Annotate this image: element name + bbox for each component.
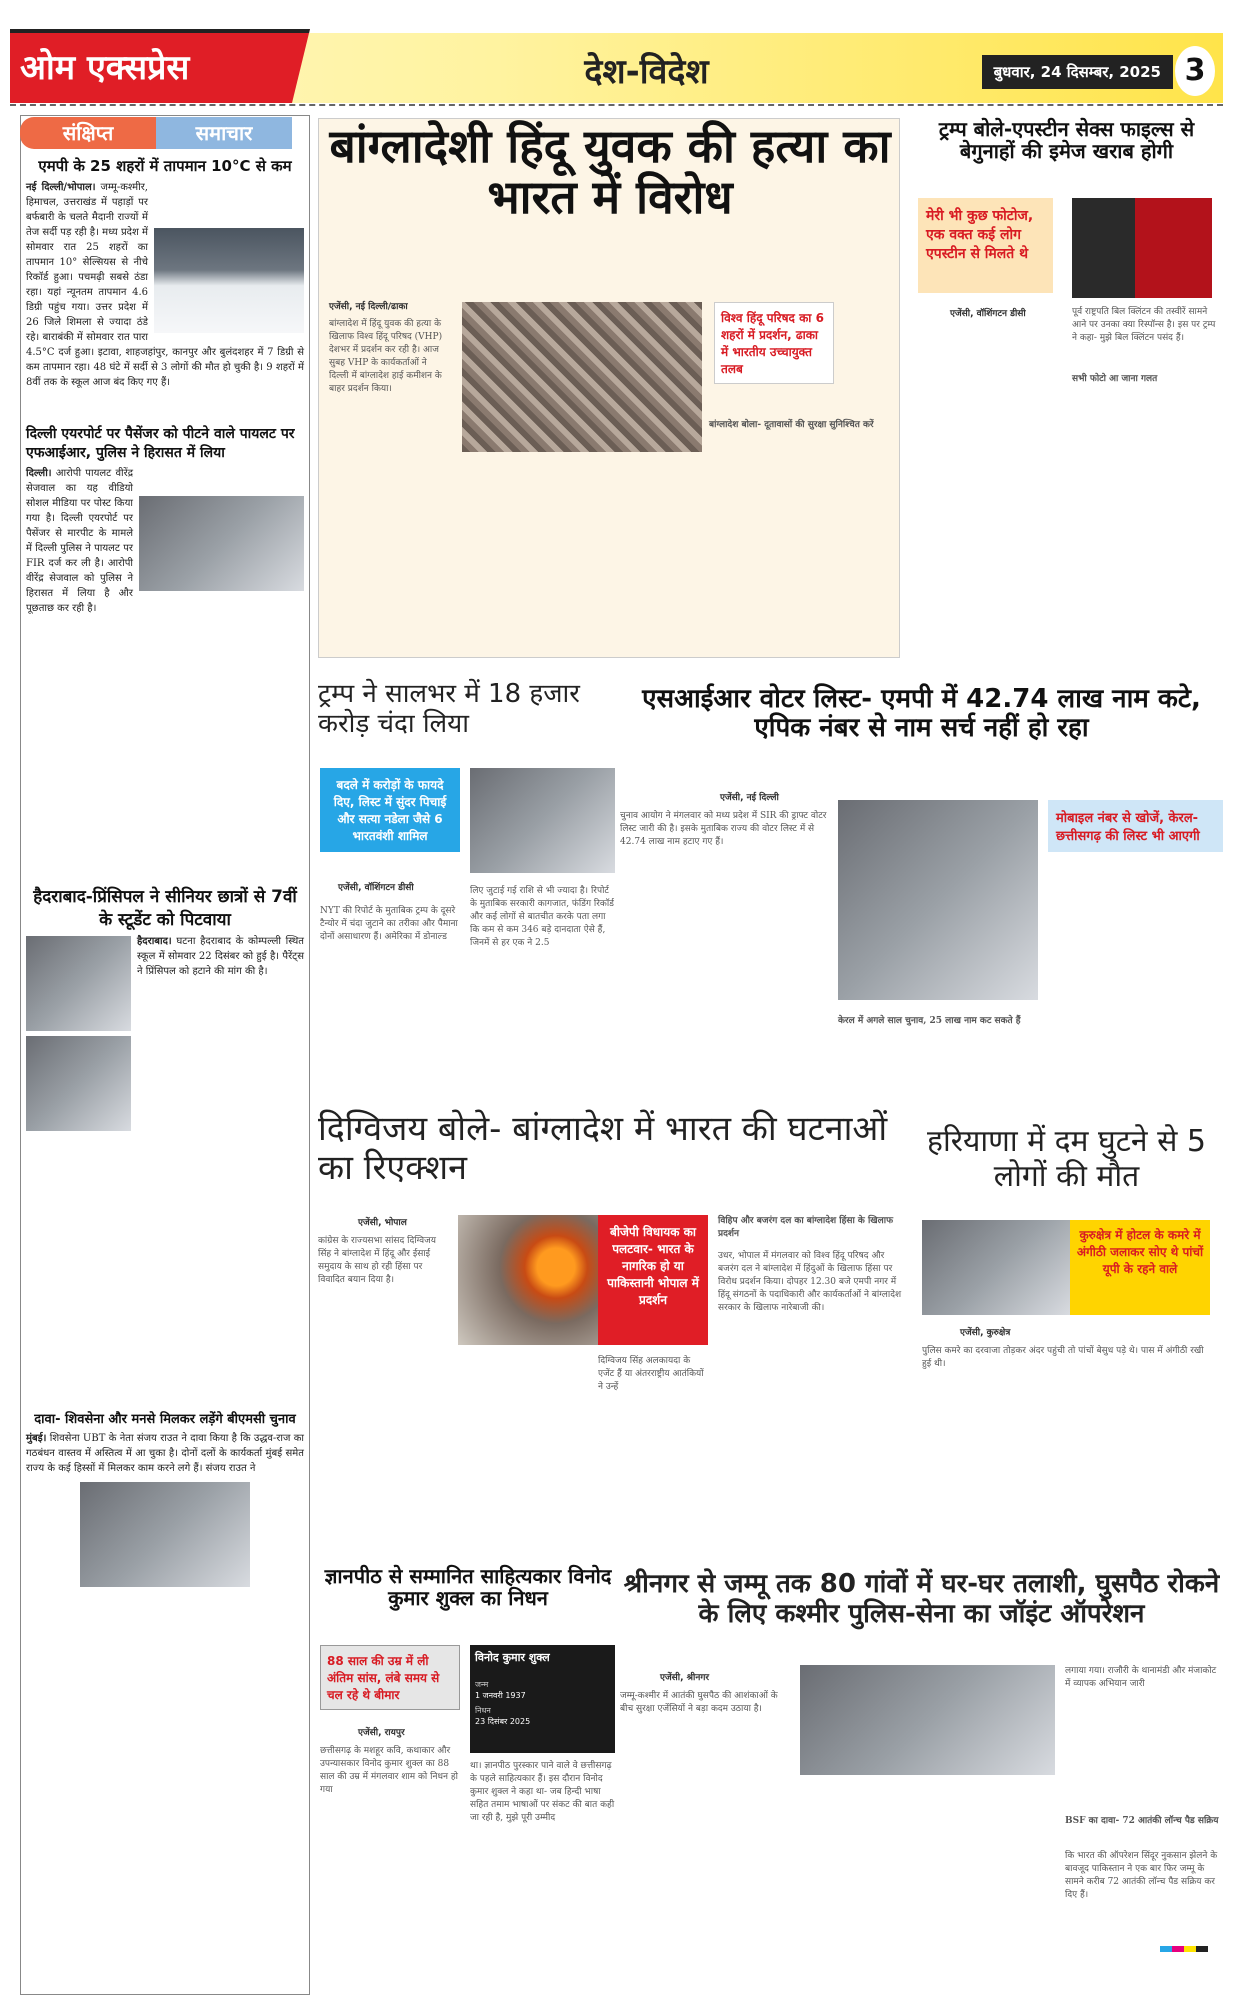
protest-photo <box>462 302 702 452</box>
lead-byline: एजेंसी, नई दिल्ली/ढाका <box>329 302 408 312</box>
born-label: जन्म <box>475 1680 489 1689</box>
kashmir-photo <box>800 1665 1055 1775</box>
snow-photo <box>154 228 304 333</box>
donation-text: NYT की रिपोर्ट के मुताबिक ट्रम्प के दूसरे टैन्योर में चंदा जुटाने का तरीका और पैमाना दोनों असाधारण हैं। अमेरिका में डोनाल्ड <box>320 906 458 942</box>
masthead <box>10 33 1223 103</box>
brief-headline: हैदराबाद-प्रिंसिपल ने सीनियर छात्रों से 7वीं के स्टूडेंट को पिटवाया <box>33 887 297 930</box>
protest-fire-photo <box>458 1215 598 1345</box>
epstein-text: पूर्व राष्ट्रपति बिल क्लिंटन की तस्वीरें सामने आने पर उनका क्या रिस्पॉन्स है। इस पर ट्रम्प ने कहा- मुझे बिल क्लिंटन पसंद हैं। <box>1072 307 1216 343</box>
brief-text: घटना हैदराबाद के कोम्पल्ली स्थित स्कूल में सोमवार 22 दिसंबर को हुई है। पैरेंट्स ने प्रिंसिपल को हटाने की मांग की है। <box>137 936 304 977</box>
digvijay-headline: दिग्विजय बोले- बांग्लादेश में भारत की घटनाओं का रिएक्शन <box>318 1109 888 1189</box>
lead-callout: विश्व हिंदू परिषद का 6 शहरों में प्रदर्शन, ढाका में भारतीय उच्चायुक्त तलब <box>714 302 834 384</box>
shukla-headline: ज्ञानपीठ से सम्मानित साहित्यकार विनोद कुमार शुक्ल का निधन <box>324 1564 612 1610</box>
kashmir-text: जम्मू-कश्मीर में आतंकी घुसपैठ की आशंकाओं के बीच सुरक्षा एजेंसियों ने बड़ा कदम उठाया है। <box>620 1691 778 1714</box>
epstein-headline: ट्रम्प बोले-एपस्टीन सेक्स फाइल्स से बेगुनाहों की इमेज खराब होगी <box>938 117 1195 163</box>
shukla-text: छत्तीसगढ़ के मशहूर कवि, कथाकार और उपन्यासकार विनोद कुमार शुक्ल का 88 साल की उम्र में मंगलवार शाम को निधन हो गया <box>320 1746 458 1795</box>
trump-photo <box>470 768 615 873</box>
kashmir-headline: श्रीनगर से जम्मू तक 80 गांवों में घर-घर तलाशी, घुसपैठ रोकने के लिए कश्मीर पुलिस-सेना का जॉइंट ऑपरेशन <box>623 1569 1220 1629</box>
student-photo-1 <box>26 936 131 1031</box>
voter-photo <box>838 800 1038 1000</box>
kashmir-byline: एजेंसी, श्रीनगर <box>660 1673 710 1683</box>
haryana-headline: हरियाणा में दम घुटने से 5 लोगों की मौत <box>927 1124 1206 1194</box>
brief-text: आरोपी पायलट वीरेंद्र सेजवाल का यह वीडियो सोशल मीडिया पर पोस्ट किया गया है। दिल्ली एयरपोर्ट पर पैसेंजर से मारपीट के मामले में दिल्ली पुलिस ने पायलट पर FIR दर्ज कर ली है। आरोपी वीरेंद्र सेजवाल को पुलिस ने हिरासत में लिया है और पूछताछ कर रही है। <box>26 468 134 614</box>
voter-subhead: केरल में अगले साल चुनाव, 25 लाख नाम कट सकते हैं <box>838 1016 1021 1026</box>
brief-story-2 <box>26 420 304 616</box>
brief-story-1 <box>26 152 304 390</box>
lead-text: बांग्लादेश में हिंदू युवक की हत्या के खिलाफ विश्व हिंदू परिषद (VHP) देशभर में प्रदर्शन कर रही है। आज सुबह VHP के कार्यकर्ताओं ने दिल्ली में बांग्लादेश हाई कमीशन के बाहर प्रदर्शन किया। <box>329 319 443 394</box>
brief-dateline: हैदराबाद। <box>137 936 172 947</box>
kashmir-story <box>620 1569 1223 1900</box>
epstein-subhead: सभी फोटो आ जाना गलत <box>1072 374 1158 384</box>
epstein-byline: एजेंसी, वॉशिंगटन डीसी <box>950 309 1026 319</box>
brief-body <box>26 1431 304 1476</box>
shukla-photo <box>470 1645 615 1753</box>
haryana-photo <box>922 1220 1070 1315</box>
donation-text-2: लिए जुटाई गई राशि से भी ज्यादा है। रिपोर्ट के मुताबिक सरकारी कागजात, फंडिंग रिकॉर्ड और कई लोगों से बातचीत करके पता लगा कि कम से कम 346 बड़े दानदाता ऐसे हैं, जिनमें से हर एक ने 2.5 <box>470 886 614 948</box>
brief-text: शिवसेना UBT के नेता संजय राउत ने दावा किया है कि उद्धव-राज का गठबंधन वास्तव में अस्तित्व में आ चुका है। दोनों दलों के कार्यकर्ता मुंबई समेत राज्य के कई हिस्सों में मिलकर काम करने लगे हैं। संजय राउत ने <box>26 1433 305 1474</box>
magenta-mark <box>1172 1946 1184 1952</box>
donation-byline: एजेंसी, वॉशिंगटन डीसी <box>338 883 414 893</box>
haryana-story <box>910 1124 1223 1369</box>
brief-news-tabs <box>20 117 292 149</box>
brief-dateline: मुंबई। <box>26 1433 47 1444</box>
epstein-story <box>910 117 1223 384</box>
digvijay-text-2: दिग्विजय सिंह अलकायदा के एजेंट हैं या अंतरराष्ट्रीय आतंकियों ने उन्हें <box>598 1356 704 1392</box>
shukla-callout: 88 साल की उम्र में ली अंतिम सांस, लंबे समय से चल रहे थे बीमार <box>320 1645 460 1710</box>
died-date: 23 दिसंबर 2025 <box>475 1717 531 1726</box>
tab-brief[interactable]: संक्षिप्त <box>20 117 156 149</box>
yellow-mark <box>1184 1946 1196 1952</box>
born-date: 1 जनवरी 1937 <box>475 1691 526 1700</box>
politicians-photo <box>80 1482 250 1587</box>
tab-news[interactable]: समाचार <box>156 117 292 149</box>
shukla-text-2: था। ज्ञानपीठ पुरस्कार पाने वाले वे छत्तीसगढ़ के पहले साहित्यकार हैं। इस दौरान विनोद कुमार शुक्ल ने कहा था- जब हिन्दी भाषा सहित तमाम भाषाओं पर संकट की बात कही जा रही है, मुझे पूरी उम्मीद <box>470 1761 615 1823</box>
kashmir-text-2: लगाया गया। राजौरी के थानामंडी और मंजाकोट में व्यापक अभियान जारी <box>1065 1666 1217 1689</box>
digvijay-text: कांग्रेस के राज्यसभा सांसद दिग्विजय सिंह ने बांग्लादेश में हिंदू और ईसाई समुदाय के साथ हो रही हिंसा पर विवादित बयान दिया है। <box>318 1236 437 1285</box>
brief-dateline: दिल्ली। <box>26 468 52 479</box>
issue-date: बुधवार, 24 दिसम्बर, 2025 <box>982 55 1173 89</box>
student-photos <box>26 936 131 1131</box>
died-label: निधन <box>475 1706 491 1715</box>
haryana-text: पुलिस कमरे का दरवाजा तोड़कर अंदर पहुंची तो पांचों बेसुध पड़े थे। पास में अंगीठी रखी हुई थी। <box>922 1346 1204 1369</box>
brief-headline: दावा- शिवसेना और मनसे मिलकर लड़ेंगे बीएमसी चुनाव <box>34 1412 296 1427</box>
donation-callout: बदले में करोड़ों के फायदे दिए, लिस्ट में सुंदर पिचाई और सत्या नडेला जैसे 6 भारतवंशी शामिल <box>320 768 460 852</box>
registration-marks <box>1160 1946 1208 1952</box>
student-photo-2 <box>26 1036 131 1131</box>
voter-headline: एसआईआर वोटर लिस्ट- एमपी में 42.74 लाख नाम कटे, एपिक नंबर से नाम सर्च नहीं हो रहा <box>642 684 1201 743</box>
cyan-mark <box>1160 1946 1172 1952</box>
brief-story-4 <box>26 1405 304 1587</box>
brief-headline: दिल्ली एयरपोर्ट पर पैसेंजर को पीटने वाले पायलट पर एफआईआर, पुलिस ने हिरासत में लिया <box>26 426 295 461</box>
shukla-byline: एजेंसी, रायपुर <box>358 1728 405 1738</box>
page-number: 3 <box>1175 46 1215 96</box>
haryana-callout: कुरुक्षेत्र में होटल के कमरे में अंगीठी जलाकर सोए थे पांचों यूपी के रहने वाले <box>1070 1220 1210 1315</box>
section-title: देश-विदेश <box>584 52 709 92</box>
lead-headline: बांग्लादेशी हिंदू युवक की हत्या का भारत में विरोध <box>329 119 891 224</box>
haryana-byline: एजेंसी, कुरुक्षेत्र <box>960 1328 1011 1338</box>
brief-headline: एमपी के 25 शहरों में तापमान 10°C से कम <box>38 157 292 175</box>
epstein-callout: मेरी भी कुछ फोटोज, एक वक्त कई लोग एपस्टीन से मिलते थे <box>918 198 1053 293</box>
pilot-photo <box>139 496 304 591</box>
kashmir-text-3: कि भारत की ऑपरेशन सिंदूर नुकसान झेलने के बावजूद पाकिस्तान ने एक बार फिर जम्मू के सामने करीब 72 आतंकी लॉन्च पैड सक्रिय कर दिए हैं। <box>1065 1851 1218 1900</box>
digvijay-callout: बीजेपी विधायक का पलटवार- भारत के नागरिक हो या पाकिस्तानी भोपाल में प्रदर्शन <box>598 1215 708 1345</box>
lead-story <box>318 118 900 658</box>
voter-callout: मोबाइल नंबर से खोजें, केरल-छत्तीसगढ़ की लिस्ट भी आएगी <box>1048 800 1223 852</box>
black-mark <box>1196 1946 1208 1952</box>
brief-dateline: नई दिल्ली/भोपाल। <box>26 182 96 193</box>
lead-subhead: बांग्लादेश बोला- दूतावासों की सुरक्षा सुनिश्चित करें <box>709 420 874 430</box>
donation-headline: ट्रम्प ने सालभर में 18 हजार करोड़ चंदा लिया <box>318 679 580 739</box>
shukla-photo-name: विनोद कुमार शुक्ल <box>475 1651 550 1664</box>
brand-name: ओम एक्सप्रेस <box>20 48 190 88</box>
voter-text: चुनाव आयोग ने मंगलवार को मध्य प्रदेश में SIR की ड्राफ्ट वोटर लिस्ट जारी की है। इसके मुताबिक राज्य की वोटर लिस्ट में से 42.74 लाख नाम हटाए गए हैं। <box>620 811 827 847</box>
voter-list-story <box>620 684 1223 1026</box>
voter-byline: एजेंसी, नई दिल्ली <box>720 793 779 803</box>
digvijay-byline: एजेंसी, भोपाल <box>358 1218 407 1228</box>
digvijay-subhead: विहिप और बजरंग दल का बांग्लादेश हिंसा के खिलाफ प्रदर्शन <box>718 1216 894 1239</box>
masthead-divider <box>10 104 1223 106</box>
brief-text: जम्मू-कश्मीर, हिमाचल, उत्तराखंड में पहाड़ों पर बर्फबारी के चलते मैदानी राज्यों में तेज सर्दी पड़ रही है। मध्य प्रदेश में सोमवार रात 25 शहरों का तापमान 10° सेल्सियस से नीचे रिकॉर्ड हुआ। पचमढ़ी सबसे ठंडा रहा। यहां न्यूनतम तापमान 4.6 डिग्री पहुंच गया। उत्तर प्रदेश में 26 जिले शिमला से ज्यादा ठंडे रहे। बाराबंकी में सोमवार रात पारा 4.5°C दर्ज हुआ। इटावा, शाहजहांपुर, कानपुर और बुलंदशहर में 7 डिग्री से कम तापमान रहा। 48 घंटे में सर्दी से 3 लोगों की मौत हो चुकी है। 9 शहरों में 8वीं तक के स्कूल आज बंद किए गए हैं। <box>26 182 304 388</box>
lead-byline-block <box>329 299 449 396</box>
digvijay-text-3: उधर, भोपाल में मंगलवार को विश्व हिंदू परिषद और बजरंग दल ने बांग्लादेश में हिंदुओं के खिलाफ हिंसा पर विरोध प्रदर्शन किया। दोपहर 12.30 बजे एमपी नगर में हिंदू संगठनों के पदाधिकारी और कार्यकर्ताओं ने बांग्लादेश सरकार के खिलाफ नारेबाजी की। <box>718 1251 902 1313</box>
kashmir-subhead: BSF का दावा- 72 आतंकी लॉन्च पैड सक्रिय <box>1065 1816 1219 1826</box>
epstein-photo <box>1072 198 1212 298</box>
shukla-story <box>318 1564 618 1823</box>
trump-donation-story <box>318 679 618 948</box>
digvijay-story <box>318 1109 908 1392</box>
brief-story-3 <box>26 880 304 1135</box>
